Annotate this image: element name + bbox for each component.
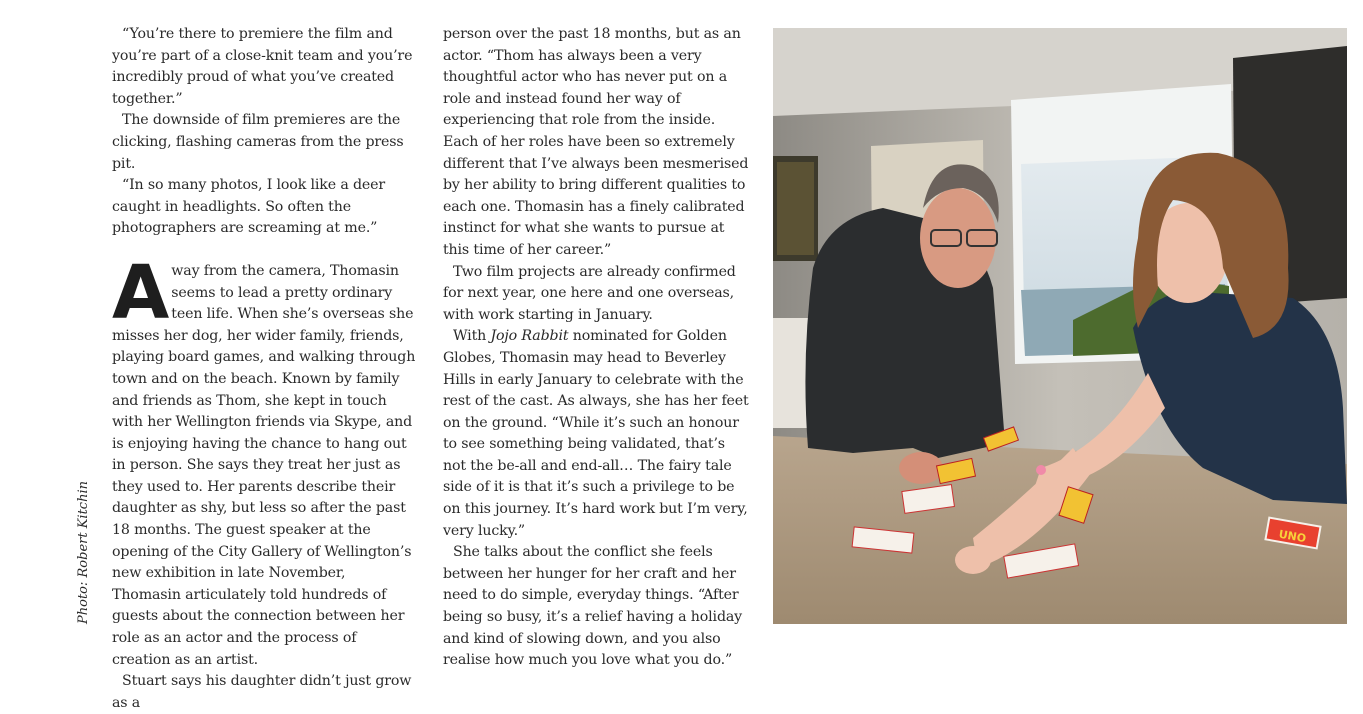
paragraph <box>443 326 749 542</box>
paragraph-with-dropcap <box>112 249 416 671</box>
card-logo: UNO <box>1277 527 1308 546</box>
film-title: Jojo Rabbit <box>490 328 569 345</box>
article-column-1 <box>112 24 416 714</box>
paragraph: She talks about the conflict she feels between her hunger for her craft and her need to do simple, everyday things. “After being so busy, it’s a relief having a holiday and kind of slowing down, and you also realise how much you love what you do.” <box>443 544 743 669</box>
paragraph-text: way from the camera, Thomasin seems to lead a pretty ordinary teen life. When she’s overseas she misses her dog, her wider family, friends, playing board games, and walking through town and on the beach. Known by family and friends as Thom, she kept in touch with her Wellington friends via Skype, and is enjoying having the chance to hang out in person. She says they treat her just as they used to. Her parents describe their daughter as shy, but less so after the past 18 months. The guest speaker at the opening of the City Gallery of Wellington’s new exhibition in late November, Thomasin articulately told hundreds of guests about the connection between her role as an actor and the process of creation as an artist. <box>112 262 416 668</box>
drop-cap: A <box>112 249 168 336</box>
paragraph-text: nominated for Golden Globes, Thomasin may head to Beverley Hills in early January to celebrate with the rest of the cast. As always, she has her feet on the ground. “While it’s such an honour to see something being validated, that’s not the be-all and end-all… The fairy tale side of it is that it’s such a privilege to be on this journey. It’s hard work but I’m very, very lucky.” <box>443 328 749 539</box>
photo-credit: Photo: Robert Kitchin <box>76 481 91 624</box>
bracelet <box>1036 465 1046 475</box>
woman-hand <box>955 546 991 574</box>
paragraph: person over the past 18 months, but as an actor. “Thom has always been a very thoughtful actor who has never put on a role and instead found her way of experiencing that role from the inside. Each of her roles have been so extremely different that I’ve always been mesmerised by her ability to bring different qualities to each one. Thomasin has a finely calibrated instinct for what she wants to pursue at this time of her career.” <box>443 26 749 258</box>
paragraph: Two film projects are already confirmed for next year, one here and one overseas, with work starting in January. <box>443 263 736 323</box>
paragraph: Stuart says his daughter didn’t just grow as a <box>112 673 412 711</box>
photo-card-game <box>773 28 1347 624</box>
paragraph: “You’re there to premiere the film and you’re part of a close-knit team and you’re incredibly proud of what you’ve created together.” <box>112 26 413 107</box>
paragraph-text: With <box>453 328 491 345</box>
article-column-2 <box>443 24 749 672</box>
paragraph: “In so many photos, I look like a deer caught in headlights. So often the photographers are screaming at me.” <box>112 177 386 237</box>
paragraph: The downside of film premieres are the clicking, flashing cameras from the press pit. <box>112 112 404 172</box>
man-hand <box>899 452 943 484</box>
